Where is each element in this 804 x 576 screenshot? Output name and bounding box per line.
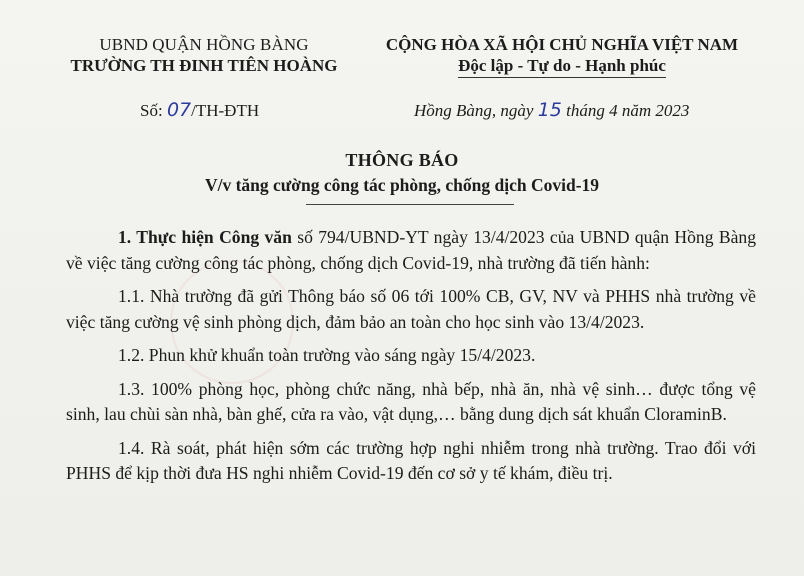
document-subtitle: V/v tăng cường công tác phòng, chống dịch Covid-19 <box>204 175 600 195</box>
document-body <box>66 225 756 495</box>
doc-number-handwritten: 07 <box>166 99 192 121</box>
issue-date <box>414 99 689 121</box>
country-name: CỘNG HÒA XÃ HỘI CHỦ NGHĨA VIỆT NAM <box>385 35 739 54</box>
national-title-block <box>362 34 762 78</box>
paragraph-1-3: 1.3. 100% phòng học, phòng chức năng, nhà bếp, nhà ăn, nhà vệ sinh… được tổng vệ sinh, lau chùi sàn nhà, bàn ghế, cửa ra vào, vật dụng,… bằng dung dịch sát khuẩn CloraminB. <box>66 378 756 424</box>
doc-number-suffix: /TH-ĐTH <box>191 101 260 120</box>
date-day-handwritten: 15 <box>537 99 562 121</box>
document-title: THÔNG BÁO <box>345 150 459 170</box>
date-prefix: Hồng Bàng, ngày <box>414 101 538 120</box>
date-suffix: tháng 4 năm 2023 <box>561 101 690 120</box>
paragraph-1 <box>66 225 756 276</box>
paragraph-1-heading: 1. Thực hiện Công văn <box>118 227 292 247</box>
issuing-authority-block <box>54 34 354 76</box>
document-number <box>140 99 259 121</box>
authority-name: UBND QUẬN HỒNG BÀNG <box>99 35 309 54</box>
school-name: TRƯỜNG TH ĐINH TIÊN HOÀNG <box>70 56 338 75</box>
national-motto: Độc lập - Tự do - Hạnh phúc <box>458 55 666 78</box>
paragraph-1-text: số 794/UBND-YT ngày 13/4/2023 của UBND quận Hồng Bàng về việc tăng cường công tác phòng, chống dịch Covid-19, nhà trường đã tiến hành: <box>66 227 756 273</box>
doc-number-prefix: Số: <box>140 101 167 120</box>
paragraph-1-2: 1.2. Phun khử khuẩn toàn trường vào sáng ngày 15/4/2023. <box>118 345 536 365</box>
subtitle-underline <box>306 204 514 205</box>
paragraph-1-1: 1.1. Nhà trường đã gửi Thông báo số 06 tới 100% CB, GV, NV và PHHS nhà trường về việc tăng cường vệ sinh phòng dịch, đảm bảo an toàn cho học sinh vào 13/4/2023. <box>66 286 756 332</box>
paragraph-1-4: 1.4. Rà soát, phát hiện sớm các trường hợp nghi nhiễm trong nhà trường. Trao đổi với PHHS để kịp thời đưa HS nghi nhiễm Covid-19 đến cơ sở y tế khám, điều trị. <box>66 437 756 483</box>
